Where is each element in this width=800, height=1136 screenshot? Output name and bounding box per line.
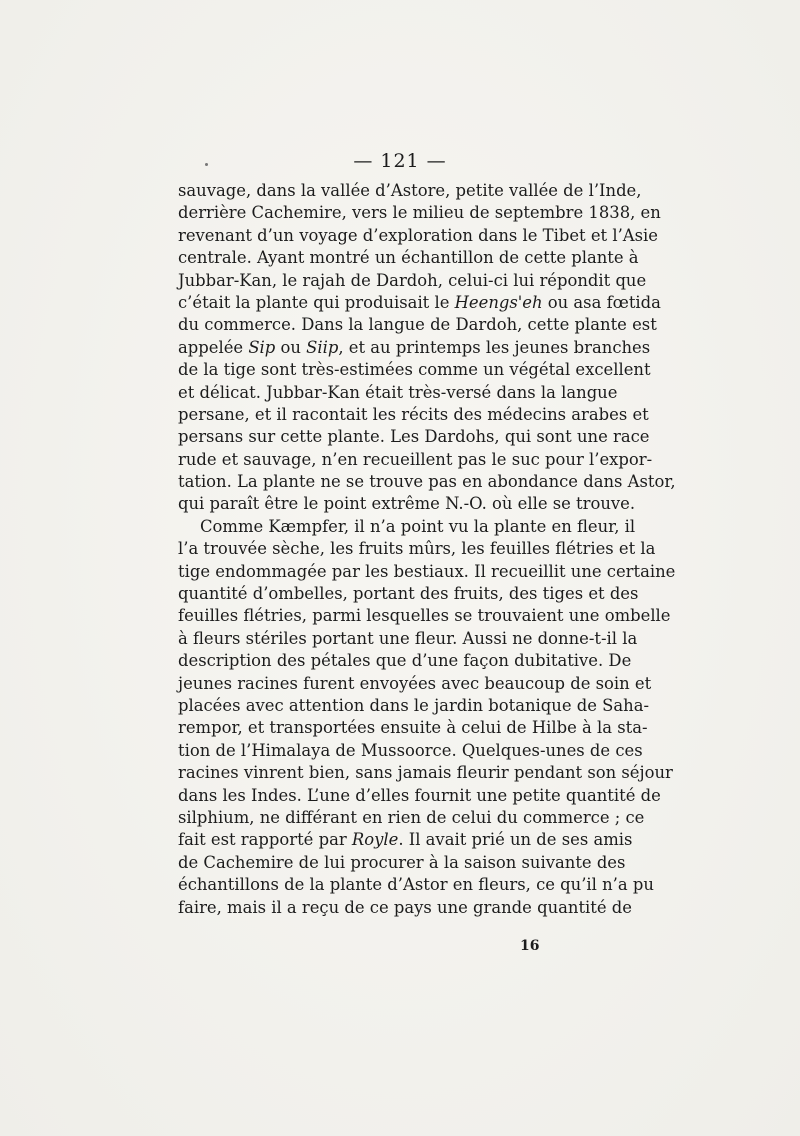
text-line: silphium, ne différant en rien de celui du commerce ; ce [178, 807, 645, 827]
text-segment: ou [275, 337, 307, 357]
text-line: faire, mais il a reçu de ce pays une grande quantité de [178, 897, 632, 917]
text-line: à fleurs stériles portant une fleur. Aussi ne donne-t-il la [178, 628, 638, 648]
text-segment: c’était la plante qui produisait le [178, 292, 455, 312]
text-line: jeunes racines furent envoyées avec beaucoup de soin et [178, 673, 652, 693]
text-line: sauvage, dans la vallée d’Astore, petite vallée de l’Inde, [178, 181, 642, 200]
italic-name: Royle [351, 830, 399, 850]
text-segment: , et au printemps les jeunes branches [338, 337, 651, 357]
text-line: tige endommagée par les bestiaux. Il recueillit une certaine [178, 561, 676, 581]
text-line [178, 292, 661, 314]
text-line: rude et sauvage, n’en recueillent pas le suc pour l’expor- [178, 449, 653, 469]
text-line: qui paraît être le point extrême N.-O. où elle se trouve. [178, 494, 636, 514]
text-segment: fait est rapporté par [178, 830, 352, 850]
text-line: de Cachemire de lui procurer à la saison suivante des [178, 852, 626, 872]
text-line: description des pétales que d’une façon dubitative. De [178, 651, 632, 671]
text-line: racines vinrent bien, sans jamais fleurir pendant son séjour [178, 763, 673, 783]
text-line [178, 337, 651, 359]
text-line: l’a trouvée sèche, les fruits mûrs, les feuilles flétries et la [178, 539, 656, 559]
text-line: quantité d’ombelles, portant des fruits, des tiges et des [178, 584, 639, 604]
text-line: tion de l’Himalaya de Mussoorce. Quelques-unes de ces [178, 740, 643, 760]
italic-term: Sip [248, 337, 276, 357]
body-text [178, 180, 676, 919]
text-line: persans sur cette plante. Les Dardohs, qui sont une race [178, 427, 650, 447]
text-line: et délicat. Jubbar-Kan était très-versé dans la langue [178, 382, 618, 402]
text-line: tation. La plante ne se trouve pas en abondance dans Astor, [178, 472, 676, 492]
text-line-indented: Comme Kæmpfer, il n’a point vu la plante en fleur, il [200, 516, 636, 536]
text-segment: ou asa fœtida [542, 292, 661, 312]
text-line: feuilles flétries, parmi lesquelles se trouvaient une ombelle [178, 606, 671, 626]
text-line: centrale. Ayant montré un échantillon de cette plante à [178, 248, 639, 268]
italic-term: Heengs'eh [454, 292, 543, 312]
text-line: de la tige sont très-estimées comme un végétal excellent [178, 360, 651, 380]
text-segment: appelée [178, 337, 249, 357]
text-line: du commerce. Dans la langue de Dardoh, cette plante est [178, 315, 657, 335]
text-line: derrière Cachemire, vers le milieu de septembre 1838, en [178, 203, 661, 223]
text-line: placées avec attention dans le jardin botanique de Saha- [178, 695, 650, 715]
text-line: rempor, et transportées ensuite à celui de Hilbe à la sta- [178, 718, 648, 738]
page-number: — 121 — [353, 150, 447, 172]
text-line: Jubbar-Kan, le rajah de Dardoh, celui-ci lui répondit que [178, 270, 647, 290]
text-segment: . Il avait prié un de ses amis [398, 830, 633, 850]
text-line: persane, et il racontait les récits des médecins arabes et [178, 404, 649, 424]
text-line: échantillons de la plante d’Astor en fleurs, ce qu’il n’a pu [178, 875, 654, 895]
text-line [178, 829, 633, 851]
signature-mark: 16 [520, 938, 540, 954]
ink-speck [205, 163, 208, 166]
italic-term: Siip [306, 337, 339, 357]
text-line: revenant d’un voyage d’exploration dans le Tibet et l’Asie [178, 225, 658, 245]
text-line: dans les Indes. L’une d’elles fournit une petite quantité de [178, 785, 661, 805]
